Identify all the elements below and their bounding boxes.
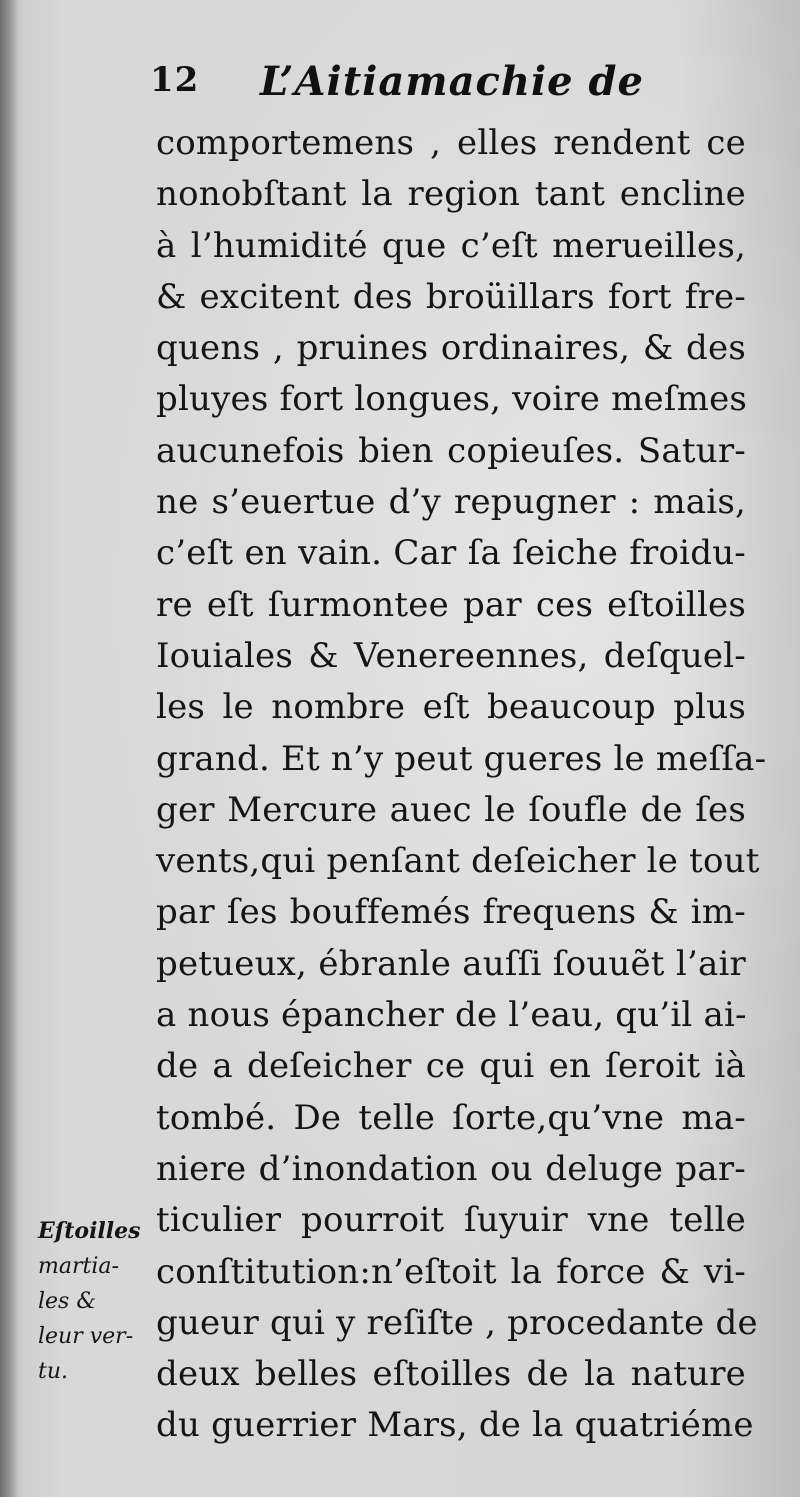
text-line: & excitent des broüillars fort fre- xyxy=(156,276,746,317)
text-line: pluyes fort longues, voire meſmes xyxy=(156,379,748,420)
text-line: grand. Et n’y peut gueres le meſſa- xyxy=(156,738,767,779)
text-line: nonobſtant la region tant encline xyxy=(156,174,746,215)
text-line: gueur qui y reſiſte , procedante de xyxy=(156,1302,758,1343)
marginal-note-line: martia- xyxy=(38,1254,119,1279)
text-line: ne s’euertue d’y repugner : mais, xyxy=(156,482,746,523)
text-line: vents,qui penſant deſeicher le tout xyxy=(156,841,760,882)
text-line: c’eſt en vain. Car ſa ſeiche froidu- xyxy=(156,533,746,574)
text-line: quens , pruines ordinaires, & des xyxy=(156,328,746,369)
marginal-note-line: les & xyxy=(38,1289,96,1314)
text-line: conſtitution:n’eſtoit la force & vi- xyxy=(156,1251,746,1292)
text-line: par ſes bouffemés frequens & im- xyxy=(156,892,746,933)
main-text-block xyxy=(156,118,767,1452)
text-line: comportemens , elles rendent ce xyxy=(156,123,746,163)
marginal-note-line: leur ver- xyxy=(38,1324,134,1349)
text-line: les le nombre eſt beaucoup plus xyxy=(156,687,746,728)
page-gutter-shadow xyxy=(0,0,18,1497)
marginal-note xyxy=(38,1214,156,1389)
text-line: ticulier pourroit ſuyuir vne telle xyxy=(156,1200,746,1241)
text-line: du guerrier Mars, de la quatriéme xyxy=(156,1405,754,1446)
text-line: de a deſeicher ce qui en ſeroit ià xyxy=(156,1046,746,1087)
page-number: 12 xyxy=(150,60,200,100)
text-line: tombé. De telle ſorte,qu’vne ma- xyxy=(156,1097,746,1138)
text-line: petueux, ébranle auſſi ſouuẽt l’air xyxy=(156,943,746,984)
text-line: Iouiales & Venereennes, deſquel- xyxy=(156,635,746,676)
running-title: L’Aitiamachie de xyxy=(260,58,644,105)
text-line: aucunefois bien copieuſes. Satur- xyxy=(156,430,746,471)
text-line: a nous épancher de l’eau, qu’il ai- xyxy=(156,995,747,1036)
text-line: ger Mercure auec le ſoufle de ſes xyxy=(156,789,746,830)
marginal-note-line: Eſtoilles xyxy=(38,1218,141,1244)
text-line: niere d’inondation ou deluge par- xyxy=(156,1148,746,1189)
marginal-note-line: tu. xyxy=(38,1359,69,1384)
text-line: re eſt ſurmontee par ces eſtoilles xyxy=(156,584,746,625)
running-head xyxy=(150,58,740,114)
text-line: deux belles eſtoilles de la nature xyxy=(156,1354,746,1395)
text-line: à l’humidité que c’eſt merueilles, xyxy=(156,225,746,266)
